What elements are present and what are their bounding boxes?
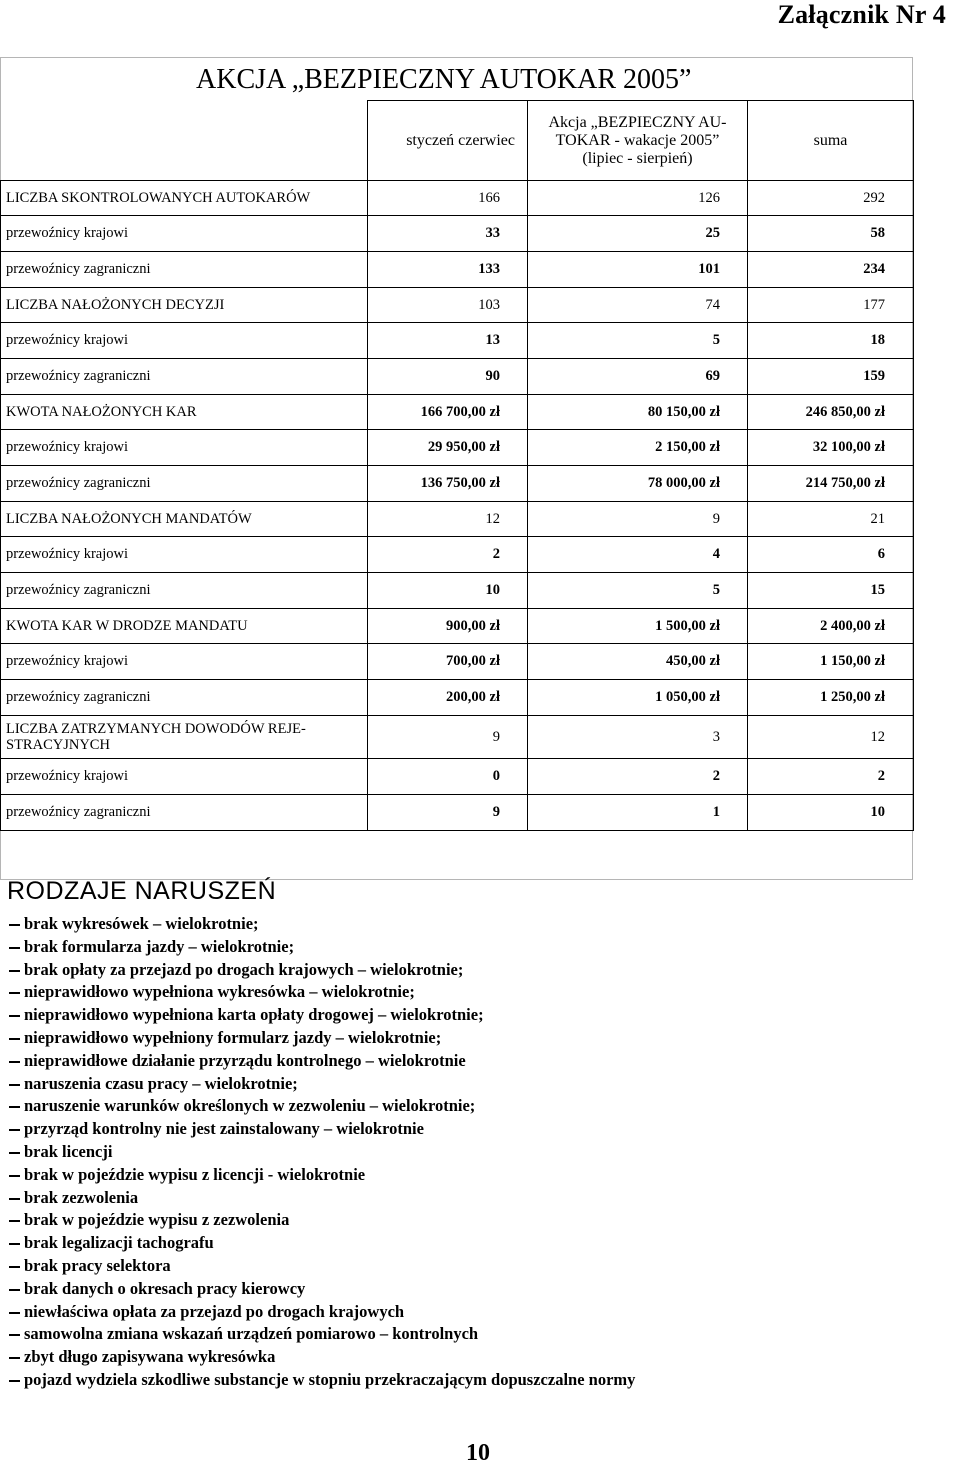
violation-item: brak legalizacji tachografu bbox=[0, 1232, 635, 1255]
table-row bbox=[1, 573, 914, 609]
row-value-period-2: 9 bbox=[528, 502, 748, 537]
row-value-sum: 1 250,00 zł bbox=[748, 680, 914, 716]
row-value-period-1: 12 bbox=[368, 502, 528, 537]
table-row bbox=[1, 288, 914, 323]
header-empty-cell bbox=[1, 101, 368, 181]
violation-item: brak formularza jazdy – wielokrotnie; bbox=[0, 936, 635, 959]
row-value-sum: 18 bbox=[748, 323, 914, 359]
violation-item: brak opłaty za przejazd po drogach krajowych – wielokrotnie; bbox=[0, 959, 635, 982]
header-period-1: styczeń czerwiec bbox=[368, 101, 528, 181]
row-label: LICZBA NAŁOŻONYCH MANDATÓW bbox=[1, 502, 368, 537]
table-row bbox=[1, 502, 914, 537]
row-value-period-1: 0 bbox=[368, 759, 528, 795]
row-label: przewoźnicy krajowi bbox=[1, 216, 368, 252]
row-value-period-2: 450,00 zł bbox=[528, 644, 748, 680]
violation-item: przyrząd kontrolny nie jest zainstalowany – wielokrotnie bbox=[0, 1118, 635, 1141]
table-row bbox=[1, 323, 914, 359]
row-value-period-1: 166 700,00 zł bbox=[368, 395, 528, 430]
row-value-period-1: 33 bbox=[368, 216, 528, 252]
row-value-sum: 177 bbox=[748, 288, 914, 323]
table-row bbox=[1, 216, 914, 252]
row-label: przewoźnicy krajowi bbox=[1, 323, 368, 359]
row-value-sum: 10 bbox=[748, 795, 914, 831]
row-value-period-2: 2 150,00 zł bbox=[528, 430, 748, 466]
row-value-sum: 21 bbox=[748, 502, 914, 537]
row-value-period-2: 1 050,00 zł bbox=[528, 680, 748, 716]
row-label: LICZBA NAŁOŻONYCH DECYZJI bbox=[1, 288, 368, 323]
table-row bbox=[1, 644, 914, 680]
violation-item: nieprawidłowo wypełniona karta opłaty drogowej – wielokrotnie; bbox=[0, 1004, 635, 1027]
row-label: KWOTA NAŁOŻONYCH KAR bbox=[1, 395, 368, 430]
row-value-period-1: 133 bbox=[368, 252, 528, 288]
row-value-period-2: 78 000,00 zł bbox=[528, 466, 748, 502]
row-value-period-1: 90 bbox=[368, 359, 528, 395]
table-row bbox=[1, 609, 914, 644]
annex-label: Załącznik Nr 4 bbox=[777, 0, 946, 29]
row-value-period-2: 101 bbox=[528, 252, 748, 288]
violation-item: brak w pojeździe wypisu z zezwolenia bbox=[0, 1209, 635, 1232]
table-row bbox=[1, 680, 914, 716]
table-row bbox=[1, 716, 914, 759]
row-label: przewoźnicy zagraniczni bbox=[1, 359, 368, 395]
violation-item: pojazd wydziela szkodliwe substancje w stopniu przekraczającym dopuszczalne normy bbox=[0, 1369, 635, 1392]
violations-heading: RODZAJE NARUSZEŃ bbox=[7, 877, 277, 905]
table-header-row bbox=[1, 101, 914, 181]
table-row bbox=[1, 759, 914, 795]
row-value-period-1: 136 750,00 zł bbox=[368, 466, 528, 502]
table-row bbox=[1, 430, 914, 466]
row-value-sum: 159 bbox=[748, 359, 914, 395]
row-value-period-2: 126 bbox=[528, 181, 748, 216]
row-value-period-1: 103 bbox=[368, 288, 528, 323]
row-label: przewoźnicy zagraniczni bbox=[1, 573, 368, 609]
table-row bbox=[1, 395, 914, 430]
table-row bbox=[1, 252, 914, 288]
violation-item: naruszenie warunków określonych w zezwoleniu – wielokrotnie; bbox=[0, 1095, 635, 1118]
violation-item: brak danych o okresach pracy kierowcy bbox=[0, 1278, 635, 1301]
row-value-period-2: 1 bbox=[528, 795, 748, 831]
violation-item: nieprawidłowo wypełniona wykresówka – wielokrotnie; bbox=[0, 981, 635, 1004]
violation-item: niewłaściwa opłata za przejazd po drogach krajowych bbox=[0, 1301, 635, 1324]
row-value-period-2: 5 bbox=[528, 573, 748, 609]
row-value-period-1: 10 bbox=[368, 573, 528, 609]
table-body bbox=[1, 181, 914, 831]
table-row bbox=[1, 466, 914, 502]
row-value-period-2: 1 500,00 zł bbox=[528, 609, 748, 644]
row-value-sum: 214 750,00 zł bbox=[748, 466, 914, 502]
page-title: AKCJA „BEZPIECZNY AUTOKAR 2005” bbox=[196, 64, 692, 95]
row-value-sum: 2 bbox=[748, 759, 914, 795]
row-value-period-1: 166 bbox=[368, 181, 528, 216]
header-period-2: Akcja „BEZPIECZNY AU-TOKAR - wakacje 2005” (lipiec - sierpień) bbox=[528, 101, 748, 181]
row-value-period-1: 900,00 zł bbox=[368, 609, 528, 644]
row-value-period-2: 69 bbox=[528, 359, 748, 395]
row-label: przewoźnicy zagraniczni bbox=[1, 680, 368, 716]
row-value-period-1: 200,00 zł bbox=[368, 680, 528, 716]
violation-item: brak wykresówek – wielokrotnie; bbox=[0, 913, 635, 936]
row-value-period-2: 74 bbox=[528, 288, 748, 323]
row-label: LICZBA ZATRZYMANYCH DOWODÓW REJE-STRACYJNYCH bbox=[1, 716, 368, 759]
row-label: przewoźnicy zagraniczni bbox=[1, 252, 368, 288]
row-value-sum: 292 bbox=[748, 181, 914, 216]
row-value-period-1: 2 bbox=[368, 537, 528, 573]
table-row bbox=[1, 795, 914, 831]
row-value-period-2: 80 150,00 zł bbox=[528, 395, 748, 430]
violation-item: nieprawidłowe działanie przyrządu kontrolnego – wielokrotnie bbox=[0, 1050, 635, 1073]
row-value-sum: 1 150,00 zł bbox=[748, 644, 914, 680]
row-value-period-2: 5 bbox=[528, 323, 748, 359]
row-value-sum: 2 400,00 zł bbox=[748, 609, 914, 644]
violation-item: brak w pojeździe wypisu z licencji - wielokrotnie bbox=[0, 1164, 635, 1187]
row-label: przewoźnicy krajowi bbox=[1, 430, 368, 466]
row-label: przewoźnicy krajowi bbox=[1, 644, 368, 680]
row-value-period-1: 13 bbox=[368, 323, 528, 359]
row-value-period-1: 9 bbox=[368, 795, 528, 831]
row-value-period-2: 3 bbox=[528, 716, 748, 759]
violation-item: zbyt długo zapisywana wykresówka bbox=[0, 1346, 635, 1369]
violation-item: samowolna zmiana wskazań urządzeń pomiarowo – kontrolnych bbox=[0, 1323, 635, 1346]
table-row bbox=[1, 537, 914, 573]
violation-item: brak zezwolenia bbox=[0, 1187, 635, 1210]
row-label: przewoźnicy krajowi bbox=[1, 537, 368, 573]
statistics-table bbox=[0, 100, 914, 831]
row-value-sum: 58 bbox=[748, 216, 914, 252]
row-value-sum: 234 bbox=[748, 252, 914, 288]
page-number: 10 bbox=[466, 1440, 490, 1466]
row-value-period-2: 4 bbox=[528, 537, 748, 573]
table-row bbox=[1, 181, 914, 216]
row-value-period-1: 29 950,00 zł bbox=[368, 430, 528, 466]
row-value-sum: 6 bbox=[748, 537, 914, 573]
row-label: przewoźnicy krajowi bbox=[1, 759, 368, 795]
row-value-sum: 246 850,00 zł bbox=[748, 395, 914, 430]
row-label: KWOTA KAR W DRODZE MANDATU bbox=[1, 609, 368, 644]
violation-item: brak licencji bbox=[0, 1141, 635, 1164]
violation-item: brak pracy selektora bbox=[0, 1255, 635, 1278]
violation-item: nieprawidłowo wypełniony formularz jazdy – wielokrotnie; bbox=[0, 1027, 635, 1050]
violation-item: naruszenia czasu pracy – wielokrotnie; bbox=[0, 1073, 635, 1096]
row-value-sum: 15 bbox=[748, 573, 914, 609]
row-value-period-2: 2 bbox=[528, 759, 748, 795]
header-sum: suma bbox=[748, 101, 914, 181]
violations-list bbox=[0, 913, 635, 1392]
row-label: przewoźnicy zagraniczni bbox=[1, 795, 368, 831]
row-value-period-1: 700,00 zł bbox=[368, 644, 528, 680]
row-value-period-1: 9 bbox=[368, 716, 528, 759]
row-value-sum: 32 100,00 zł bbox=[748, 430, 914, 466]
row-label: LICZBA SKONTROLOWANYCH AUTOKARÓW bbox=[1, 181, 368, 216]
row-value-period-2: 25 bbox=[528, 216, 748, 252]
table-row bbox=[1, 359, 914, 395]
row-value-sum: 12 bbox=[748, 716, 914, 759]
row-label: przewoźnicy zagraniczni bbox=[1, 466, 368, 502]
